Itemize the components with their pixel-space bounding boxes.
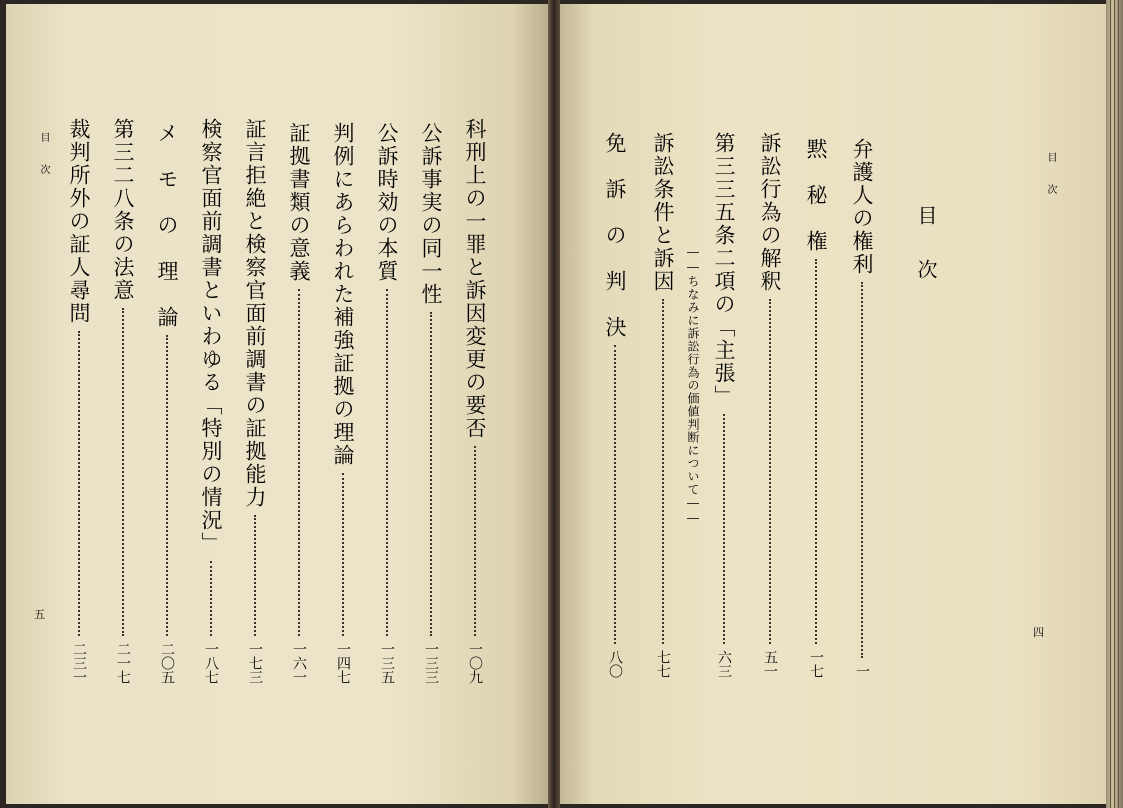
entry-page: 一四七 bbox=[335, 642, 351, 684]
dot-leader bbox=[298, 289, 300, 636]
running-head-left: 目次 bbox=[38, 132, 49, 196]
entry-title: 公訴事実の同一性 bbox=[419, 122, 443, 306]
toc-entry[interactable] bbox=[757, 132, 783, 678]
entry-title: 第三二八条の法意 bbox=[111, 118, 135, 302]
toc-entry[interactable] bbox=[650, 132, 676, 678]
dot-leader bbox=[662, 299, 664, 644]
entry-page: 二一七 bbox=[115, 642, 131, 684]
entry-title: 公訴時効の本質 bbox=[375, 122, 399, 283]
dot-leader bbox=[723, 414, 725, 644]
toc-entry[interactable] bbox=[198, 118, 224, 684]
toc-entry[interactable] bbox=[154, 122, 180, 684]
toc-entry[interactable] bbox=[803, 138, 829, 678]
toc-entry[interactable] bbox=[602, 132, 628, 678]
entry-page: 一三五 bbox=[379, 642, 395, 684]
entry-page: 二三一 bbox=[71, 642, 87, 684]
dot-leader bbox=[769, 299, 771, 644]
dot-leader bbox=[342, 473, 344, 636]
entry-title: 検察官面前調書といわゆる「特別の情況」 bbox=[199, 118, 223, 555]
folio-right: 四 bbox=[1033, 626, 1044, 639]
entry-page: 一三三 bbox=[423, 642, 439, 684]
entry-page: 二〇五 bbox=[159, 642, 175, 684]
toc-entry[interactable] bbox=[110, 118, 136, 684]
toc-entry[interactable] bbox=[330, 122, 356, 684]
page-edges bbox=[1106, 0, 1123, 808]
dot-leader bbox=[254, 515, 256, 636]
entry-title: 裁判所外の証人尋問 bbox=[67, 118, 91, 325]
running-head-right: 目次 bbox=[1045, 152, 1056, 216]
entry-title: 訴訟条件と訴因 bbox=[651, 132, 675, 293]
entry-page: 一七三 bbox=[247, 642, 263, 684]
entry-title: 免 訴 の 判 決 bbox=[603, 132, 627, 339]
entry-page: 一 bbox=[854, 664, 870, 678]
entry-page: 七七 bbox=[655, 650, 671, 678]
entry-title: 弁護人の権利 bbox=[850, 138, 874, 276]
toc-entry[interactable] bbox=[242, 118, 268, 684]
entry-page: 一八七 bbox=[203, 642, 219, 684]
dot-leader bbox=[815, 259, 817, 644]
entry-title: 証言拒絶と検察官面前調書の証拠能力 bbox=[243, 118, 267, 509]
toc-entry[interactable] bbox=[418, 122, 444, 684]
entry-title: 黙 秘 権 bbox=[804, 138, 828, 253]
entry-page: 一七 bbox=[808, 650, 824, 678]
folio-left: 五 bbox=[34, 608, 45, 621]
dot-leader bbox=[122, 308, 124, 636]
toc-entry[interactable] bbox=[849, 138, 875, 678]
toc-entry[interactable] bbox=[711, 132, 737, 678]
entry-page: 一〇九 bbox=[467, 642, 483, 684]
dot-leader bbox=[166, 335, 168, 636]
entry-title: 証拠書類の意義 bbox=[287, 122, 311, 283]
entry-page: 六三 bbox=[716, 650, 732, 678]
toc-entry[interactable] bbox=[462, 118, 488, 684]
entry-title: 判例にあらわれた補強証拠の理論 bbox=[331, 122, 355, 467]
right-page bbox=[556, 4, 1106, 804]
dot-leader bbox=[78, 331, 80, 636]
toc-heading: 目次 bbox=[914, 205, 938, 313]
dot-leader bbox=[430, 312, 432, 636]
entry-page: 五一 bbox=[762, 650, 778, 678]
entry-page: 八〇 bbox=[607, 650, 623, 678]
toc-entry[interactable] bbox=[66, 118, 92, 684]
book-spine bbox=[548, 0, 560, 808]
entry-title: 第三三五条二項の「主張」 bbox=[712, 132, 736, 408]
dot-leader bbox=[386, 289, 388, 636]
dot-leader bbox=[210, 561, 212, 636]
dot-leader bbox=[861, 282, 863, 658]
toc-entry[interactable] bbox=[286, 122, 312, 684]
toc-entry[interactable] bbox=[374, 122, 400, 684]
entry-page: 一六一 bbox=[291, 642, 307, 684]
toc-subtitle: ――ちなみに訴訟行為の価値判断について―― bbox=[686, 245, 700, 526]
entry-title: 科刑上の一罪と訴因変更の要否 bbox=[463, 118, 487, 440]
entry-title: メ モ の 理 論 bbox=[155, 122, 179, 329]
dot-leader bbox=[614, 345, 616, 644]
dot-leader bbox=[474, 446, 476, 636]
entry-title: 訴訟行為の解釈 bbox=[758, 132, 782, 293]
